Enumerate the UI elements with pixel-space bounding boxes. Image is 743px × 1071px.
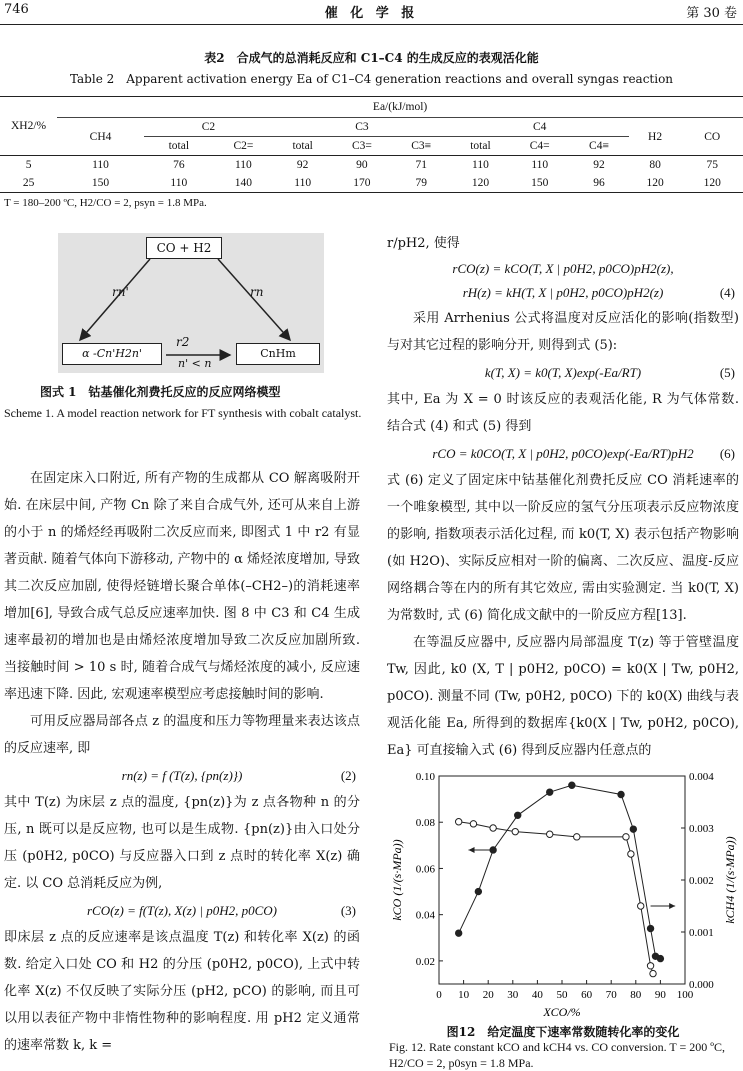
equation-number: (5)	[719, 365, 735, 380]
sub-header: total	[168, 140, 190, 152]
data-point-kch4	[574, 834, 580, 840]
row-header: XH2/%	[0, 97, 57, 156]
cell: 120	[471, 177, 490, 189]
equation-number: (3)	[340, 903, 356, 918]
sub-header: C3=	[351, 140, 372, 152]
cell: 80	[649, 159, 661, 171]
page-number: 746	[4, 2, 29, 17]
paragraph: 可用反应器局部各点 z 的温度和压力等物理量来表达该点的反应速率, 即	[4, 714, 360, 756]
table-caption-en: Table 2 Apparent activation energy Ea of C1–C4 generation reactions and overall syngas reaction	[69, 72, 674, 86]
equation-number: (6)	[719, 446, 735, 461]
cell: 110	[234, 159, 252, 171]
col-header: C2	[144, 118, 273, 137]
y-right-tick-label: 0.003	[689, 823, 714, 835]
y-right-tick-label: 0.001	[689, 927, 714, 939]
cell: 110	[170, 177, 188, 189]
equation-text: rn(z) = f (T(z), {pn(z)})	[121, 768, 243, 783]
equation-text: rCO(z) = kCO(T, X | p0H2, p0CO)pH2(z),	[452, 261, 674, 276]
series-line-right	[459, 822, 653, 974]
figure-12-chart	[387, 768, 743, 1020]
col-header: CO	[682, 118, 743, 156]
cell: 25	[22, 177, 35, 189]
data-point-kch4	[455, 819, 461, 825]
data-point-kco	[569, 782, 575, 788]
col-header: C4	[451, 118, 629, 137]
data-point-kco	[618, 791, 624, 797]
x-tick-label: 40	[531, 989, 543, 1001]
scheme-left-rate: rn'	[112, 285, 129, 299]
activation-energy-table	[0, 96, 743, 193]
data-point-kco	[515, 812, 521, 818]
sub-header: C2=	[233, 140, 254, 152]
paragraph: 即床层 z 点的反应速率是该点温度 T(z) 和转化率 X(z) 的函数. 给定入口处 CO 和 H2 的分压 (p0H2, p0CO), 上式中转化率 X(z) 不仅反映了实际分压 (pH2, pCO) 的影响, 而且可以用以表征产物中非惰性物种的影响程度. 用 pH2 定义通常的速率常数 k, k =	[4, 930, 360, 1053]
equation-number: (4)	[719, 285, 735, 300]
left-axis-arrowhead	[469, 847, 475, 853]
equation-4b	[387, 281, 739, 305]
data-point-kco	[657, 955, 663, 961]
scheme-top-box: CO + H2	[146, 237, 222, 259]
y-left-tick-label: 0.02	[415, 955, 435, 968]
journal-name: 催 化 学 报	[324, 6, 419, 21]
data-point-kch4	[470, 821, 476, 827]
equation-5	[387, 359, 739, 386]
sub-header: C4≡	[589, 140, 609, 152]
table-row	[0, 156, 743, 175]
cell: 150	[91, 177, 110, 189]
col-header: H2	[629, 118, 682, 156]
y-axis-left-label: kCO (1/(s·MPa))	[390, 839, 404, 921]
y-right-tick-label: 0.002	[689, 875, 714, 887]
cell: 71	[415, 159, 427, 171]
equation-number: (2)	[340, 768, 356, 783]
cell: 75	[706, 159, 719, 171]
y-left-tick-label: 0.06	[415, 863, 435, 876]
data-point-kch4	[628, 851, 634, 857]
cell: 92	[593, 159, 605, 171]
data-point-kch4	[623, 834, 629, 840]
y-left-tick-label: 0.08	[415, 817, 435, 830]
cell: 96	[593, 177, 605, 189]
y-axis-right-label: kCH4 (1/(s·MPa))	[723, 836, 737, 924]
equation-6	[387, 440, 739, 467]
scheme-caption-cn: 图式 1 钴基催化剂费托反应的反应网络模型	[40, 385, 281, 399]
series-line-left	[459, 785, 661, 958]
col-header: C3	[273, 118, 451, 137]
data-point-kch4	[638, 903, 644, 909]
table-note: T = 180–200 ºC, H2/CO = 2, psyn = 1.8 MPa.	[4, 197, 207, 209]
group-header: Ea/(kJ/mol)	[57, 97, 743, 118]
x-tick-label: 10	[458, 989, 470, 1001]
x-tick-label: 30	[507, 989, 519, 1001]
sub-header: C3≡	[411, 140, 432, 152]
sub-header: total	[292, 140, 313, 152]
scheme-right-box: CnHm	[236, 343, 320, 365]
paragraph: 采用 Arrhenius 公式将温度对反应活化的影响(指数型) 与对其它过程的影响分开, 则得到式 (5):	[387, 311, 739, 353]
cell: 150	[531, 177, 549, 189]
x-tick-label: 70	[605, 989, 617, 1001]
cell: 120	[703, 177, 721, 189]
col-header: CH4	[57, 118, 144, 156]
x-axis-label: XCO/%	[543, 1005, 581, 1019]
paragraph: 在固定床入口附近, 所有产物的生成都从 CO 解离吸附开始. 在床层中间, 产物 Cn 除了来自合成气外, 还可从来自上游的小于 n 的烯烃经再吸附二次反应而来, 即图式 1 中 r2 有显著贡献. 随着气体向下游移动, 产物中的 α 烯烃浓度增加, 导致其二次反应加剧, 使得烃链增长聚合单体(–CH2–)的消耗速率增加[6], 导致合成气总反应速率加快. 图 8 中 C3 和 C4 生成速率最初的增加也是由烯烃浓度增加导致二次反应加剧所致. 当接触时间 > 10 s 时, 随着合成气与烯烃浓度的减小, 反应速率迅速下降. 因此, 宏观速率模型应考虑接触时间的影响.	[4, 471, 360, 702]
table-row	[0, 174, 743, 193]
scheme-diagram	[58, 233, 324, 373]
cell: 170	[353, 177, 371, 189]
sub-header: total	[470, 140, 491, 152]
scheme-condition: n' < n	[178, 357, 212, 370]
right-column	[387, 230, 739, 764]
cell: 110	[294, 177, 312, 189]
equation-text: k(T, X) = k0(T, X)exp(-Ea/RT)	[484, 365, 642, 380]
figure-caption-en: Fig. 12. Rate constant kCO and kCH4 vs. CO conversion. T = 200 ºC, H2/CO = 2, p0syn = 1.8 MPa.	[389, 1040, 726, 1070]
data-point-kch4	[647, 963, 653, 969]
x-tick-label: 90	[654, 989, 666, 1001]
x-tick-label: 50	[556, 989, 568, 1001]
equation-text: rCO(z) = f(T(z), X(z) | p0H2, p0CO)	[86, 903, 277, 918]
y-right-tick-label: 0.004	[689, 771, 714, 783]
cell: 120	[646, 177, 664, 189]
scheme-bottom-rate: r2	[176, 335, 190, 349]
data-point-kco	[647, 925, 653, 931]
data-point-kch4	[490, 825, 496, 831]
cell: 79	[415, 177, 427, 189]
cell: 90	[356, 159, 368, 171]
y-left-tick-label: 0.04	[415, 909, 435, 922]
data-point-kch4	[547, 831, 553, 837]
x-tick-label: 20	[482, 989, 494, 1001]
cell: 110	[472, 159, 489, 171]
equation-text: rCO = k0CO(T, X | p0H2, p0CO)exp(-Ea/RT)pH2	[432, 446, 694, 461]
right-axis-arrowhead	[669, 903, 675, 909]
table-caption-cn: 表2 合成气的总消耗反应和 C1–C4 的生成反应的表观活化能	[204, 51, 539, 65]
scheme-caption-en: Scheme 1. A model reaction network for FT synthesis with cobalt catalyst.	[4, 406, 362, 420]
data-point-kch4	[650, 970, 656, 976]
data-point-kco	[475, 888, 481, 894]
paragraph: 在等温反应器中, 反应器内局部温度 T(z) 等于管壁温度 Tw, 因此, k0 (X, T | p0H2, p0CO) = k0(X | Tw, p0H2, p0CO). 测量不同 (Tw, p0H2, p0CO) 下的 k0(X) 曲线与表观活化能 Ea, 所得到的数据库{k0(X | Tw, p0H2, p0CO), Ea} 可直接输入式 (6) 得到反应器内任意点的	[387, 635, 739, 758]
cell: 110	[531, 159, 549, 171]
cell: 5	[25, 159, 32, 171]
sub-header: C4=	[529, 140, 550, 152]
volume-label: 第 30 卷	[686, 6, 737, 21]
x-tick-label: 60	[581, 989, 593, 1001]
equation-4a	[387, 257, 739, 281]
figure-caption-cn: 图12 给定温度下速率常数随转化率的变化	[446, 1025, 680, 1039]
scheme-left-box: α -Cn'H2n'	[62, 343, 162, 365]
scheme-right-rate: rn	[250, 285, 264, 299]
data-point-kco	[547, 789, 553, 795]
paragraph: 式 (6) 定义了固定床中钴基催化剂费托反应 CO 消耗速率的一个唯象模型, 其中以一阶反应的氢气分压项表示反应物浓度的影响, 指数项表示活化过程, 而 k0(T, X) 表示包括产物影响 (如 H2O)、实际反应相对一阶的偏离、二次反应、温度-反应网络耦合等在内的所有其它效应, 需由实验测定. 当 k0(T, X) 为常数时, 式 (6) 简化成文献中的一阶反应方程[13].	[387, 473, 739, 623]
left-column	[4, 465, 360, 1059]
data-point-kco	[455, 930, 461, 936]
equation-3	[4, 897, 360, 924]
paragraph: 其中 T(z) 为床层 z 点的温度, {pn(z)}为 z 点各物种 n 的分压, n 既可以是反应物, 也可以是生成物. {pn(z)}由入口处分压 (p0H2, p0CO) 与反应器入口到 z 点时的转化率 X(z) 确定. 以 CO 总消耗反应为例,	[4, 795, 360, 891]
x-tick-label: 80	[630, 989, 642, 1001]
paragraph: r/pH2, 使得	[387, 236, 460, 251]
paragraph: 其中, Ea 为 X = 0 时该反应的表观活化能, R 为气体常数. 结合式 (4) 和式 (5) 得到	[387, 392, 739, 434]
cell: 140	[234, 177, 253, 189]
data-point-kco	[630, 826, 636, 832]
x-tick-label: 0	[436, 989, 442, 1001]
y-right-tick-label: 0.000	[689, 979, 714, 991]
y-left-tick-label: 0.10	[415, 771, 435, 783]
data-point-kch4	[512, 828, 518, 834]
cell: 76	[173, 159, 185, 171]
header-rule	[0, 24, 743, 25]
cell: 110	[92, 159, 109, 171]
x-tick-label: 100	[676, 989, 694, 1001]
cell: 92	[296, 159, 309, 171]
equation-text: rH(z) = kH(T, X | p0H2, p0CO)pH2(z)	[462, 285, 664, 300]
equation-2	[4, 762, 360, 789]
